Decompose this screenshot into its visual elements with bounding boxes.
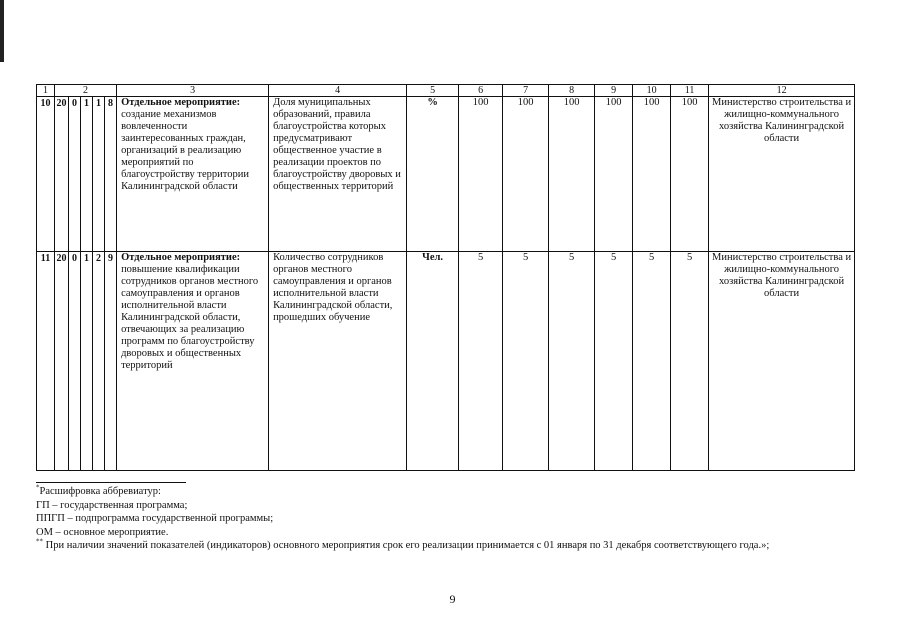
code-cell: 8	[105, 97, 117, 252]
executor-cell: Министерство строительства и жилищно-коммунального хозяйства Калининградской области	[709, 97, 855, 252]
measure-cell	[117, 97, 269, 252]
indicators-table	[36, 84, 855, 471]
measure-cell	[117, 252, 269, 471]
page-number: 9	[449, 592, 456, 606]
value-cell: 5	[633, 252, 671, 471]
header-cell: 2	[55, 85, 117, 97]
footnote-ppgp: ППГП – подпрограмма государственной программы;	[36, 513, 274, 524]
code-cell: 20	[55, 97, 69, 252]
header-cell: 4	[269, 85, 407, 97]
code-cell: 2	[93, 252, 105, 471]
code-cell: 10	[37, 97, 55, 252]
value-cell: 100	[595, 97, 633, 252]
value-cell: 5	[503, 252, 549, 471]
footnote-period	[36, 539, 858, 553]
value-cell: 100	[549, 97, 595, 252]
header-cell: 3	[117, 85, 269, 97]
executor-cell: Министерство строительства и жилищно-коммунального хозяйства Калининградской области	[709, 252, 855, 471]
unit-cell: Чел.	[407, 252, 459, 471]
header-row	[37, 85, 855, 97]
value-cell: 5	[549, 252, 595, 471]
code-cell: 1	[81, 252, 93, 471]
indicator-cell: Доля муниципальных образований, правила благоустройства которых предусматривают общественное участие в реализации проектов по благоустройству дворовых и общественных территорий	[269, 97, 407, 252]
footnote-gp: ГП – государственная программа;	[36, 499, 188, 511]
footnotes	[36, 482, 858, 553]
table-row	[37, 97, 855, 252]
header-cell: 11	[671, 85, 709, 97]
measure-text: создание механизмов вовлеченности заинтересованных граждан, организаций в реализацию мероприятий по благоустройству территории Калининградской области	[121, 109, 249, 192]
header-cell: 5	[407, 85, 459, 97]
measure-title: Отдельное мероприятие:	[121, 252, 241, 263]
header-cell: 6	[459, 85, 503, 97]
code-cell: 20	[55, 252, 69, 471]
unit-cell: %	[407, 97, 459, 252]
code-cell: 0	[69, 252, 81, 471]
value-cell: 100	[671, 97, 709, 252]
value-cell: 5	[595, 252, 633, 471]
footnote-divider	[36, 482, 186, 483]
header-cell: 9	[595, 85, 633, 97]
footnote-abbrev-title	[36, 485, 858, 499]
code-cell: 11	[37, 252, 55, 471]
header-cell: 1	[37, 85, 55, 97]
footnote-title-text: Расшифровка аббревиатур:	[39, 486, 161, 497]
indicator-cell: Количество сотрудников органов местного самоуправления и органов исполнительной власти Калининградской области, прошедших обучение	[269, 252, 407, 471]
measure-title: Отдельное мероприятие:	[121, 97, 241, 108]
code-cell: 9	[105, 252, 117, 471]
code-cell: 1	[93, 97, 105, 252]
code-cell: 0	[69, 97, 81, 252]
left-edge-bar	[0, 0, 4, 62]
footnote-mark: **	[36, 537, 43, 546]
table-row	[37, 252, 855, 471]
header-cell: 8	[549, 85, 595, 97]
header-cell: 10	[633, 85, 671, 97]
footnote-period-text: При наличии значений показателей (индикаторов) основного мероприятия срок его реализации принимается с 01 января по 31 декабря соответствующего года.»;	[43, 540, 770, 551]
value-cell: 100	[503, 97, 549, 252]
value-cell: 5	[671, 252, 709, 471]
measure-text: повышение квалификации сотрудников органов местного самоуправления и органов исполнительной власти Калининградской области, отвечающих за реализацию программ по благоустройству дворовых и общественных территорий	[121, 264, 259, 371]
value-cell: 100	[633, 97, 671, 252]
footnote-om: ОМ – основное мероприятие.	[36, 526, 169, 538]
footnote-mark: *	[36, 483, 40, 492]
value-cell: 5	[459, 252, 503, 471]
header-cell: 7	[503, 85, 549, 97]
code-cell: 1	[81, 97, 93, 252]
value-cell: 100	[459, 97, 503, 252]
header-cell: 12	[709, 85, 855, 97]
